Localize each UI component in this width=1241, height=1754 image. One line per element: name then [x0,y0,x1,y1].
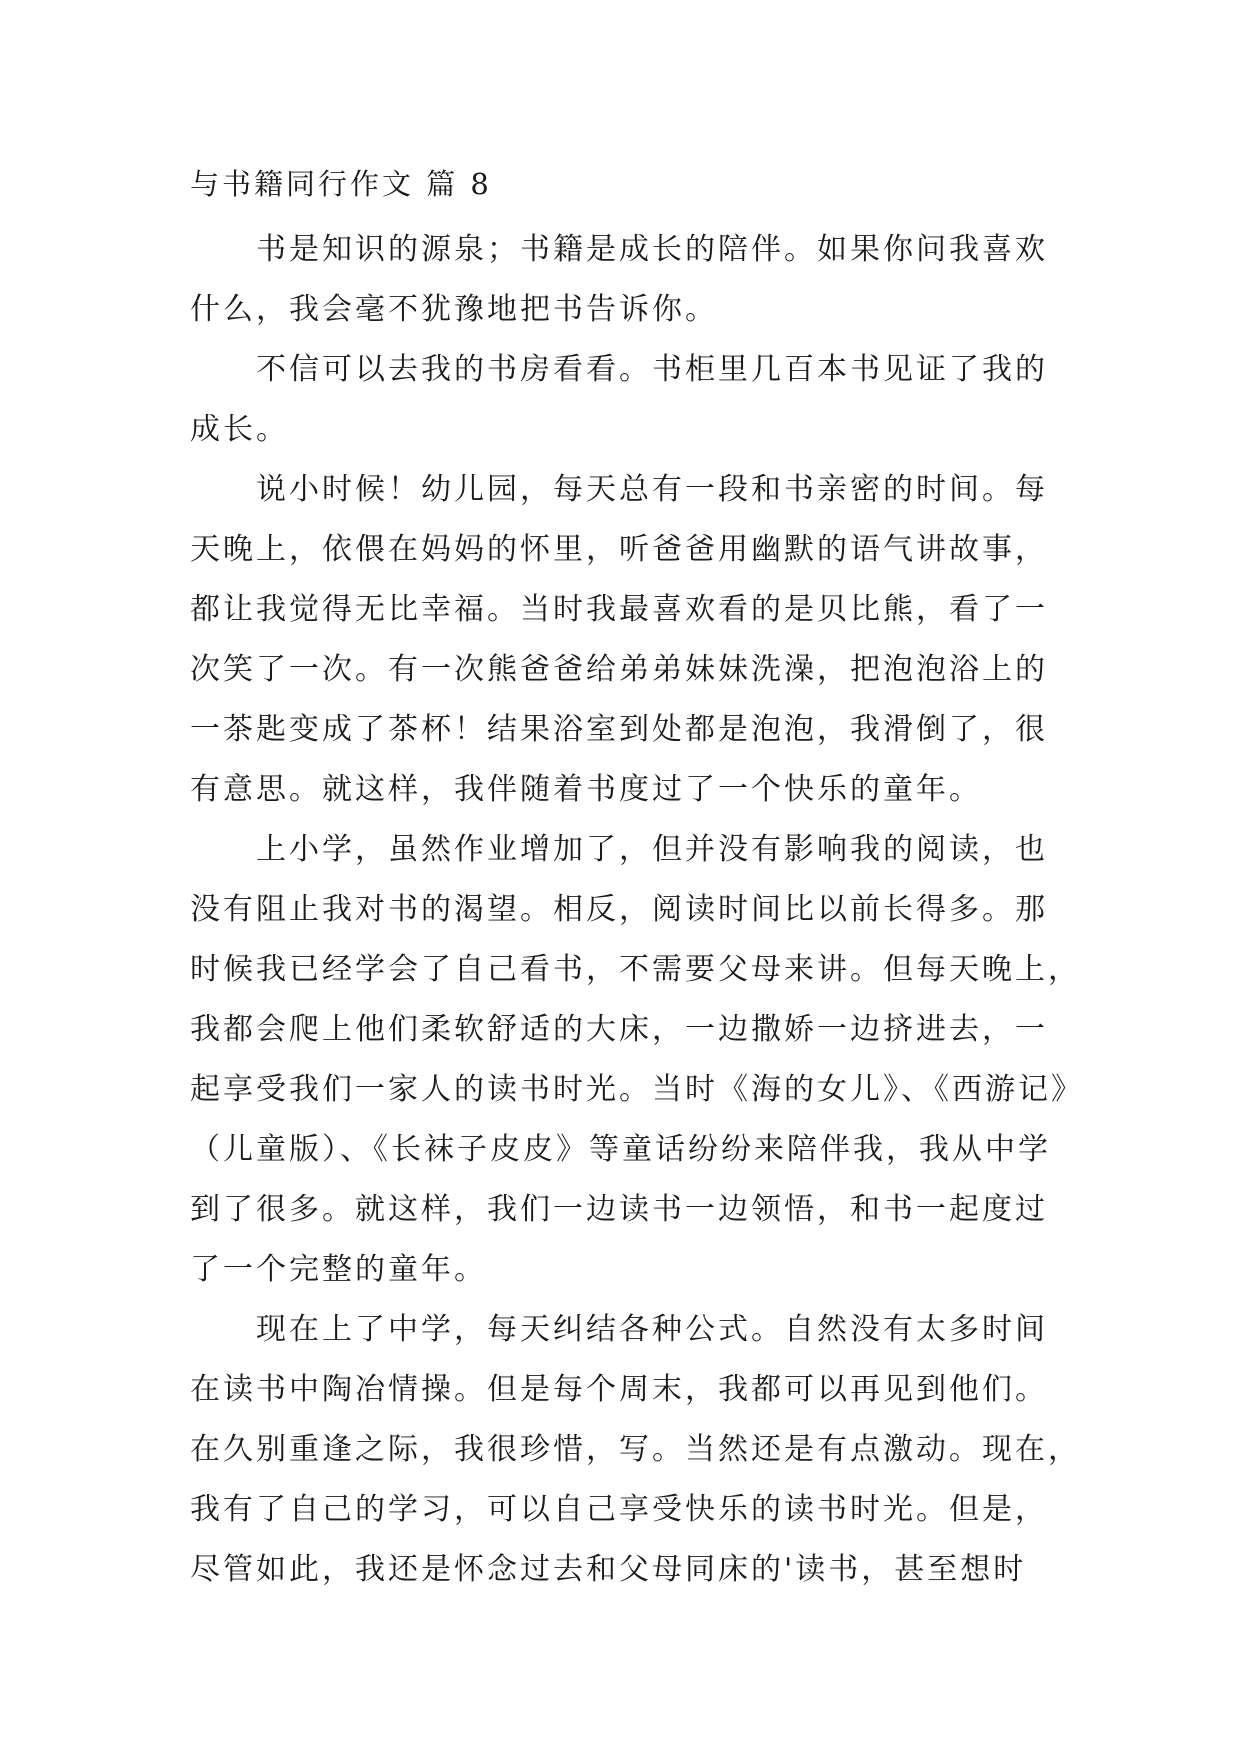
text-line: 不信可以去我的书房看看。书柜里几百本书见证了我的 [256,352,1048,387]
text-line: 时候我已经学会了自己看书，不需要父母来讲。但每天晚上， [190,952,1081,987]
text-line: 在久别重逢之际，我很珍惜，写。当然还是有点激动。现在， [190,1432,1081,1467]
text-line: 现在上了中学，每天纠结各种公式。自然没有太多时间 [256,1312,1048,1347]
text-line: 天晚上，依偎在妈妈的怀里，听爸爸用幽默的语气讲故事， [190,532,1048,567]
text-line: （儿童版）、《长袜子皮皮》等童话纷纷来陪伴我，我从中学 [190,1132,1051,1167]
text-line: 成长。 [190,412,289,447]
page-title: 与书籍同行作文 篇 8 [190,167,492,201]
text-line: 什么，我会毫不犹豫地把书告诉你。 [190,292,718,327]
text-line: 有意思。就这样，我伴随着书度过了一个快乐的童年。 [190,772,982,807]
text-line: 上小学，虽然作业增加了，但并没有影响我的阅读，也 [256,832,1048,867]
text-line: 起享受我们一家人的读书时光。当时《海的女儿》、《西游记》 [190,1072,1084,1107]
text-line: 了一个完整的童年。 [190,1252,487,1287]
text-line: 到了很多。就这样，我们一边读书一边领悟，和书一起度过 [190,1192,1048,1227]
text-line: 书是知识的源泉；书籍是成长的陪伴。如果你问我喜欢 [256,232,1048,267]
text-line: 一茶匙变成了茶杯！结果浴室到处都是泡泡，我滑倒了，很 [190,712,1048,747]
text-line: 我都会爬上他们柔软舒适的大床，一边撒娇一边挤进去，一 [190,1012,1048,1047]
text-line: 在读书中陶冶情操。但是每个周末，我都可以再见到他们。 [190,1372,1048,1407]
text-line: 次笑了一次。有一次熊爸爸给弟弟妹妹洗澡，把泡泡浴上的 [190,652,1048,687]
text-line: 没有阻止我对书的渴望。相反，阅读时间比以前长得多。那 [190,892,1048,927]
text-line: 说小时候！幼儿园，每天总有一段和书亲密的时间。每 [256,472,1048,507]
text-line: 都让我觉得无比幸福。当时我最喜欢看的是贝比熊，看了一 [190,592,1048,627]
essay-body [190,220,1084,1600]
text-line: 尽管如此，我还是怀念过去和父母同床的'读书，甚至想时 [190,1552,1027,1587]
text-line: 我有了自己的学习，可以自己享受快乐的读书时光。但是， [190,1492,1048,1527]
